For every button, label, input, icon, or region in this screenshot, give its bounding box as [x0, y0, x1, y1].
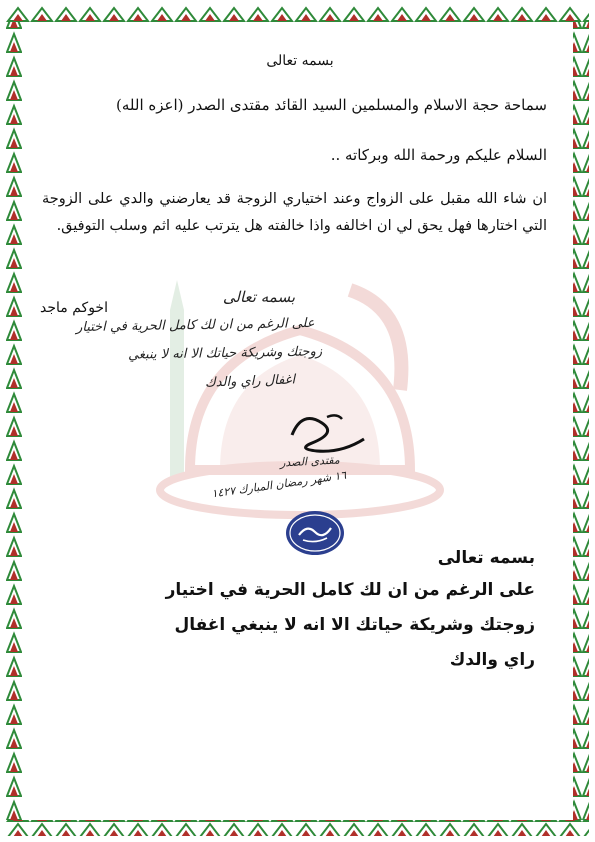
handwritten-line-2: زوجتك وشريكة حياتك الا انه لا ينبغي — [127, 344, 323, 363]
official-seal — [285, 510, 345, 556]
handwritten-line-1: على الرغم من ان لك كامل الحرية في اختيار — [76, 315, 316, 336]
letter-address: سماحة حجة الاسلام والمسلمين السيد القائد مقتدى الصدر (اعزه الله) — [116, 96, 547, 114]
handwritten-signature-name: مقتدى الصدر — [279, 453, 341, 470]
typed-answer-heading: بسمه تعالى — [437, 548, 535, 568]
typed-answer-line-3: راي والدك — [449, 650, 535, 670]
handwritten-heading: بسمه تعالى — [222, 288, 295, 306]
letter-greeting: السلام عليكم ورحمة الله وبركاته .. — [330, 146, 547, 164]
handwritten-date: ١٦ شهر رمضان المبارك ١٤٢٧ — [210, 468, 348, 501]
letter-sender: اخوكم ماجد — [40, 300, 108, 316]
letter-heading: بسمه تعالى — [266, 53, 334, 69]
handwritten-signature — [282, 405, 372, 460]
typed-answer-line-2: زوجتك وشريكة حياتك الا انه لا ينبغي اغفال — [174, 615, 535, 635]
handwritten-line-3: اغفال راي والدك — [204, 372, 296, 391]
typed-answer-line-1: على الرغم من ان لك كامل الحرية في اختيار — [165, 580, 535, 600]
letter-question: ان شاء الله مقبل على الزواج وعند اختياري الزوجة قد يعارضني والدي على الزوجة التي اختارها فهل يحق لي ان اخالفه واذا خالفته هل يترتب عليه اثم وسلب التوفيق. — [42, 191, 547, 234]
